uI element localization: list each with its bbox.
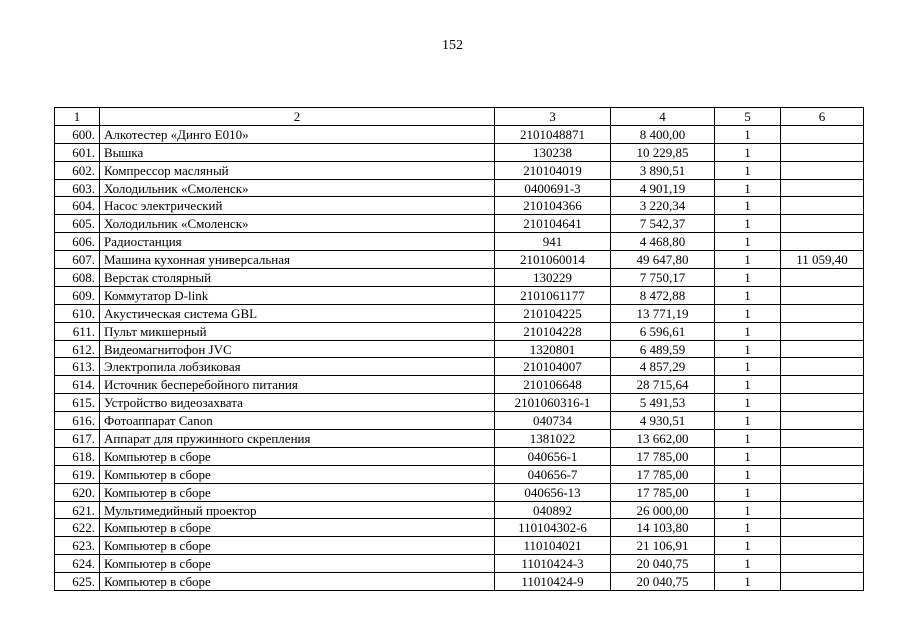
inventory-code: 2101060014: [495, 251, 611, 269]
item-cost: 20 040,75: [611, 555, 715, 573]
item-cost: 8 400,00: [611, 125, 715, 143]
inventory-code: 1320801: [495, 340, 611, 358]
item-cost: 17 785,00: [611, 483, 715, 501]
item-cost: 49 647,80: [611, 251, 715, 269]
item-extra-value: [781, 447, 864, 465]
item-quantity: 1: [715, 430, 781, 448]
item-quantity: 1: [715, 304, 781, 322]
table-row: [55, 447, 864, 465]
row-number: 603.: [55, 179, 100, 197]
table-row: [55, 555, 864, 573]
table-row: [55, 358, 864, 376]
item-cost: 4 901,19: [611, 179, 715, 197]
inventory-code: 130238: [495, 143, 611, 161]
table-row: [55, 537, 864, 555]
inventory-code: 210106648: [495, 376, 611, 394]
row-number: 622.: [55, 519, 100, 537]
table-row: [55, 233, 864, 251]
item-name: Компьютер в сборе: [100, 483, 495, 501]
item-name: Компьютер в сборе: [100, 573, 495, 591]
item-quantity: 1: [715, 465, 781, 483]
item-cost: 4 857,29: [611, 358, 715, 376]
item-name: Мультимедийный проектор: [100, 501, 495, 519]
item-cost: 8 472,88: [611, 286, 715, 304]
item-extra-value: [781, 322, 864, 340]
table-row: [55, 179, 864, 197]
inventory-code: 040734: [495, 412, 611, 430]
table-row: [55, 465, 864, 483]
inventory-code: 210104641: [495, 215, 611, 233]
inventory-code: 2101060316-1: [495, 394, 611, 412]
item-name: Компьютер в сборе: [100, 537, 495, 555]
item-name: Пульт микшерный: [100, 322, 495, 340]
item-extra-value: [781, 304, 864, 322]
item-extra-value: [781, 269, 864, 287]
row-number: 624.: [55, 555, 100, 573]
table-row: [55, 376, 864, 394]
inventory-table: [54, 107, 864, 591]
item-quantity: 1: [715, 447, 781, 465]
table-row: [55, 286, 864, 304]
column-header-1: 1: [55, 108, 100, 126]
item-name: Компьютер в сборе: [100, 465, 495, 483]
item-extra-value: [781, 537, 864, 555]
row-number: 612.: [55, 340, 100, 358]
row-number: 625.: [55, 573, 100, 591]
item-cost: 4 930,51: [611, 412, 715, 430]
item-name: Вышка: [100, 143, 495, 161]
row-number: 614.: [55, 376, 100, 394]
item-extra-value: [781, 483, 864, 501]
inventory-code: 110104021: [495, 537, 611, 555]
item-name: Алкотестер «Динго Е010»: [100, 125, 495, 143]
item-extra-value: [781, 358, 864, 376]
row-number: 620.: [55, 483, 100, 501]
item-extra-value: [781, 573, 864, 591]
item-name: Компрессор масляный: [100, 161, 495, 179]
row-number: 601.: [55, 143, 100, 161]
page-number: 152: [442, 38, 463, 53]
table-row: [55, 340, 864, 358]
item-extra-value: [781, 519, 864, 537]
item-quantity: 1: [715, 215, 781, 233]
item-name: Коммутатор D-link: [100, 286, 495, 304]
item-extra-value: [781, 340, 864, 358]
item-quantity: 1: [715, 519, 781, 537]
inventory-code: 210104225: [495, 304, 611, 322]
table-row: [55, 501, 864, 519]
item-cost: 6 489,59: [611, 340, 715, 358]
row-number: 609.: [55, 286, 100, 304]
row-number: 616.: [55, 412, 100, 430]
row-number: 621.: [55, 501, 100, 519]
inventory-code: 130229: [495, 269, 611, 287]
item-quantity: 1: [715, 233, 781, 251]
table-row: [55, 304, 864, 322]
table-row: [55, 125, 864, 143]
table-row: [55, 251, 864, 269]
item-cost: 21 106,91: [611, 537, 715, 555]
table-row: [55, 215, 864, 233]
column-header-5: 5: [715, 108, 781, 126]
item-quantity: 1: [715, 179, 781, 197]
item-extra-value: [781, 215, 864, 233]
table-row: [55, 519, 864, 537]
item-cost: 20 040,75: [611, 573, 715, 591]
item-quantity: 1: [715, 197, 781, 215]
item-name: Источник бесперебойного питания: [100, 376, 495, 394]
item-extra-value: [781, 161, 864, 179]
row-number: 619.: [55, 465, 100, 483]
item-cost: 26 000,00: [611, 501, 715, 519]
table-header-row: [55, 108, 864, 126]
row-number: 611.: [55, 322, 100, 340]
item-cost: 3 220,34: [611, 197, 715, 215]
inventory-code: 040656-1: [495, 447, 611, 465]
inventory-code: 11010424-3: [495, 555, 611, 573]
item-cost: 3 890,51: [611, 161, 715, 179]
item-name: Холодильник «Смоленск»: [100, 215, 495, 233]
column-header-2: 2: [100, 108, 495, 126]
table-row: [55, 430, 864, 448]
item-extra-value: [781, 286, 864, 304]
item-cost: 13 662,00: [611, 430, 715, 448]
item-name: Компьютер в сборе: [100, 447, 495, 465]
item-cost: 17 785,00: [611, 465, 715, 483]
row-number: 610.: [55, 304, 100, 322]
column-header-3: 3: [495, 108, 611, 126]
table-row: [55, 412, 864, 430]
item-quantity: 1: [715, 358, 781, 376]
item-quantity: 1: [715, 251, 781, 269]
item-quantity: 1: [715, 394, 781, 412]
item-name: Компьютер в сборе: [100, 555, 495, 573]
item-extra-value: [781, 412, 864, 430]
item-quantity: 1: [715, 501, 781, 519]
table-row: [55, 483, 864, 501]
row-number: 604.: [55, 197, 100, 215]
table-row: [55, 197, 864, 215]
inventory-code: 040656-13: [495, 483, 611, 501]
row-number: 618.: [55, 447, 100, 465]
item-name: Акустическая система GBL: [100, 304, 495, 322]
item-quantity: 1: [715, 269, 781, 287]
item-extra-value: 11 059,40: [781, 251, 864, 269]
item-quantity: 1: [715, 286, 781, 304]
item-name: Аппарат для пружинного скрепления: [100, 430, 495, 448]
item-extra-value: [781, 501, 864, 519]
item-cost: 14 103,80: [611, 519, 715, 537]
item-quantity: 1: [715, 412, 781, 430]
row-number: 605.: [55, 215, 100, 233]
item-extra-value: [781, 376, 864, 394]
inventory-code: 210104366: [495, 197, 611, 215]
item-name: Компьютер в сборе: [100, 519, 495, 537]
item-name: Фотоаппарат Canon: [100, 412, 495, 430]
item-name: Видеомагнитофон JVC: [100, 340, 495, 358]
row-number: 600.: [55, 125, 100, 143]
inventory-code: 110104302-6: [495, 519, 611, 537]
inventory-code: 0400691-3: [495, 179, 611, 197]
row-number: 606.: [55, 233, 100, 251]
item-extra-value: [781, 125, 864, 143]
column-header-4: 4: [611, 108, 715, 126]
item-extra-value: [781, 143, 864, 161]
inventory-code: 2101048871: [495, 125, 611, 143]
item-name: Устройство видеозахвата: [100, 394, 495, 412]
item-extra-value: [781, 179, 864, 197]
item-quantity: 1: [715, 322, 781, 340]
item-name: Машина кухонная универсальная: [100, 251, 495, 269]
item-extra-value: [781, 394, 864, 412]
inventory-code: 11010424-9: [495, 573, 611, 591]
item-extra-value: [781, 430, 864, 448]
item-cost: 28 715,64: [611, 376, 715, 394]
inventory-code: 941: [495, 233, 611, 251]
item-name: Радиостанция: [100, 233, 495, 251]
row-number: 607.: [55, 251, 100, 269]
item-cost: 7 750,17: [611, 269, 715, 287]
item-cost: 17 785,00: [611, 447, 715, 465]
row-number: 608.: [55, 269, 100, 287]
item-cost: 5 491,53: [611, 394, 715, 412]
item-quantity: 1: [715, 555, 781, 573]
item-extra-value: [781, 233, 864, 251]
inventory-code: 040656-7: [495, 465, 611, 483]
inventory-code: 040892: [495, 501, 611, 519]
item-extra-value: [781, 197, 864, 215]
item-extra-value: [781, 555, 864, 573]
item-cost: 10 229,85: [611, 143, 715, 161]
table-row: [55, 394, 864, 412]
table-row: [55, 269, 864, 287]
table-row: [55, 322, 864, 340]
item-cost: 6 596,61: [611, 322, 715, 340]
inventory-code: 2101061177: [495, 286, 611, 304]
item-quantity: 1: [715, 537, 781, 555]
item-cost: 4 468,80: [611, 233, 715, 251]
item-quantity: 1: [715, 340, 781, 358]
item-name: Насос электрический: [100, 197, 495, 215]
row-number: 615.: [55, 394, 100, 412]
item-name: Верстак столярный: [100, 269, 495, 287]
item-quantity: 1: [715, 161, 781, 179]
inventory-code: 210104019: [495, 161, 611, 179]
item-name: Электропила лобзиковая: [100, 358, 495, 376]
item-extra-value: [781, 465, 864, 483]
table-row: [55, 143, 864, 161]
inventory-code: 1381022: [495, 430, 611, 448]
item-cost: 13 771,19: [611, 304, 715, 322]
item-quantity: 1: [715, 143, 781, 161]
column-header-6: 6: [781, 108, 864, 126]
inventory-code: 210104228: [495, 322, 611, 340]
row-number: 617.: [55, 430, 100, 448]
item-cost: 7 542,37: [611, 215, 715, 233]
row-number: 623.: [55, 537, 100, 555]
item-quantity: 1: [715, 125, 781, 143]
item-quantity: 1: [715, 573, 781, 591]
inventory-code: 210104007: [495, 358, 611, 376]
item-quantity: 1: [715, 376, 781, 394]
row-number: 602.: [55, 161, 100, 179]
item-quantity: 1: [715, 483, 781, 501]
table-row: [55, 161, 864, 179]
row-number: 613.: [55, 358, 100, 376]
table-row: [55, 573, 864, 591]
item-name: Холодильник «Смоленск»: [100, 179, 495, 197]
